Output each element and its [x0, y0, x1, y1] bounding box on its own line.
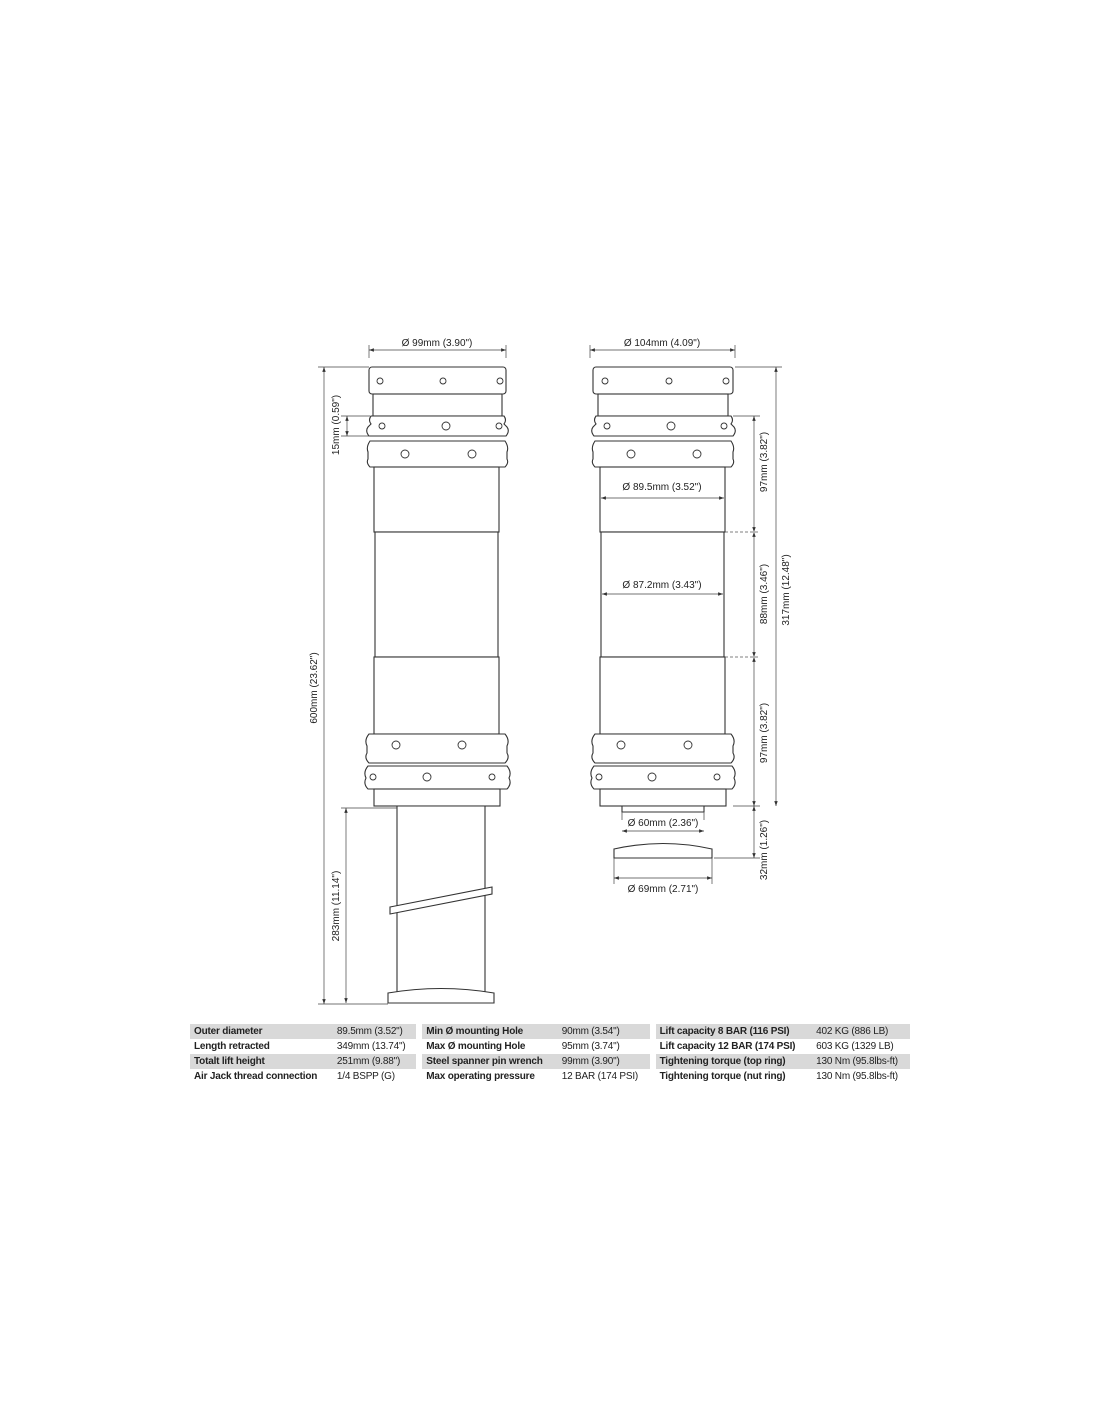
- right-lower-ring-1: [592, 734, 734, 763]
- left-lower-ring-2-hole: [423, 773, 431, 781]
- right-body-length-label: 317mm (12.48"): [781, 554, 792, 626]
- left-lower-body: [374, 657, 499, 734]
- left-lower-ring-2-hole: [370, 774, 376, 780]
- left-ring-height-label: 15mm (0.59"): [331, 394, 342, 456]
- right-lower-ring-2-hole: [648, 773, 656, 781]
- right-lower-height-label: 97mm (3.82"): [759, 702, 770, 764]
- spec-label: Tightening torque (nut ring): [659, 1071, 786, 1082]
- right-top-cap: [593, 367, 733, 394]
- right-middle-body: [601, 532, 724, 657]
- spec-label: Steel spanner pin wrench: [422, 1054, 557, 1069]
- spec-label: Min Ø mounting Hole: [422, 1024, 557, 1039]
- left-lower-ring-1-hole: [458, 741, 466, 749]
- spec-value: 402 KG (886 LB): [812, 1024, 910, 1039]
- right-foot: [614, 844, 712, 859]
- right-piston-diameter-label: Ø 60mm (2.36"): [627, 818, 699, 829]
- right-piston-stub: [622, 806, 704, 812]
- spec-row: [190, 1039, 910, 1054]
- left-neck: [373, 394, 502, 416]
- right-second-ring: [592, 441, 733, 467]
- spec-value: 12 BAR (174 PSI): [561, 1071, 639, 1082]
- spec-label: Max Ø mounting Hole: [426, 1041, 526, 1052]
- right-top-diameter-label: Ø 104mm (4.09"): [623, 338, 701, 349]
- spec-label: Lift capacity 12 BAR (174 PSI): [659, 1041, 796, 1052]
- right-view-jack: [591, 367, 735, 858]
- left-foot: [388, 989, 494, 1004]
- right-second-ring-hole: [693, 450, 701, 458]
- left-second-ring-hole: [401, 450, 409, 458]
- left-top-ring-hole: [496, 423, 502, 429]
- spec-value: 349mm (13.74"): [336, 1041, 406, 1052]
- right-top-ring-hole: [604, 423, 610, 429]
- specifications-table: [190, 1024, 910, 1084]
- spec-label: Lift capacity 8 BAR (116 PSI): [656, 1024, 813, 1039]
- right-mid-diameter-label: Ø 87.2mm (3.43"): [622, 580, 702, 591]
- left-total-length-label: 600mm (23.62"): [309, 652, 320, 724]
- left-lower-ring-2: [365, 766, 510, 789]
- right-foot-height-label: 32mm (1.26"): [759, 819, 770, 881]
- right-top-cap-hole: [602, 378, 608, 384]
- spec-row: [190, 1069, 910, 1084]
- left-top-diameter-label: Ø 99mm (3.90"): [401, 338, 473, 349]
- right-upper-body: [600, 467, 725, 532]
- spec-value: 603 KG (1329 LB): [816, 1041, 894, 1052]
- spec-label: Air Jack thread connection: [194, 1071, 318, 1082]
- right-top-cap-hole: [723, 378, 729, 384]
- left-top-ring: [367, 416, 509, 436]
- spec-value: 1/4 BSPP (G): [336, 1071, 395, 1082]
- spec-value: 130 Nm (95.8lbs-ft): [816, 1071, 898, 1082]
- spec-label: Max operating pressure: [426, 1071, 535, 1082]
- right-bottom-collar: [600, 789, 726, 806]
- spec-row: [190, 1054, 910, 1069]
- left-top-ring-hole: [379, 423, 385, 429]
- left-second-ring: [367, 441, 507, 467]
- left-top-cap-hole: [497, 378, 503, 384]
- right-lower-ring-1-hole: [684, 741, 692, 749]
- left-lower-ring-1: [366, 734, 508, 763]
- spec-label: Length retracted: [194, 1041, 270, 1052]
- left-top-cap-hole: [440, 378, 446, 384]
- right-top-ring-hole: [721, 423, 727, 429]
- right-neck: [598, 394, 728, 416]
- right-foot-diameter-label: Ø 69mm (2.71"): [627, 884, 699, 895]
- right-lower-body: [600, 657, 725, 734]
- right-upper-height-label: 97mm (3.82"): [759, 431, 770, 493]
- spec-value: 130 Nm (95.8lbs-ft): [812, 1054, 910, 1069]
- right-upper-diameter-label: Ø 89.5mm (3.52"): [622, 482, 702, 493]
- left-view-jack: [365, 367, 510, 1003]
- left-bottom-collar: [374, 789, 500, 806]
- left-upper-body: [374, 467, 499, 532]
- spec-row: [190, 1024, 910, 1039]
- spec-label: Totalt lift height: [190, 1054, 333, 1069]
- left-top-cap-hole: [377, 378, 383, 384]
- spec-value: 89.5mm (3.52"): [333, 1024, 416, 1039]
- right-lower-ring-2-hole: [596, 774, 602, 780]
- left-lower-ring-1-hole: [392, 741, 400, 749]
- left-middle-body: [375, 532, 498, 657]
- spec-value: 90mm (3.54"): [558, 1024, 650, 1039]
- spec-value: 251mm (9.88"): [333, 1054, 416, 1069]
- right-lower-ring-2-hole: [714, 774, 720, 780]
- left-top-cap: [369, 367, 506, 394]
- spec-label: Tightening torque (top ring): [656, 1054, 813, 1069]
- right-mid-height-label: 88mm (3.46"): [759, 563, 770, 625]
- spec-value: 99mm (3.90"): [558, 1054, 650, 1069]
- left-second-ring-hole: [468, 450, 476, 458]
- right-second-ring-hole: [627, 450, 635, 458]
- right-top-ring-hole: [667, 422, 675, 430]
- right-top-cap-hole: [666, 378, 672, 384]
- right-lower-ring-1-hole: [617, 741, 625, 749]
- right-lower-ring-2: [591, 766, 735, 789]
- left-lower-ring-2-hole: [489, 774, 495, 780]
- right-top-ring: [592, 416, 736, 436]
- spec-label: Outer diameter: [190, 1024, 333, 1039]
- spec-value: 95mm (3.74"): [561, 1041, 620, 1052]
- left-piston-length-label: 283mm (11.14"): [331, 870, 342, 942]
- left-top-ring-hole: [442, 422, 450, 430]
